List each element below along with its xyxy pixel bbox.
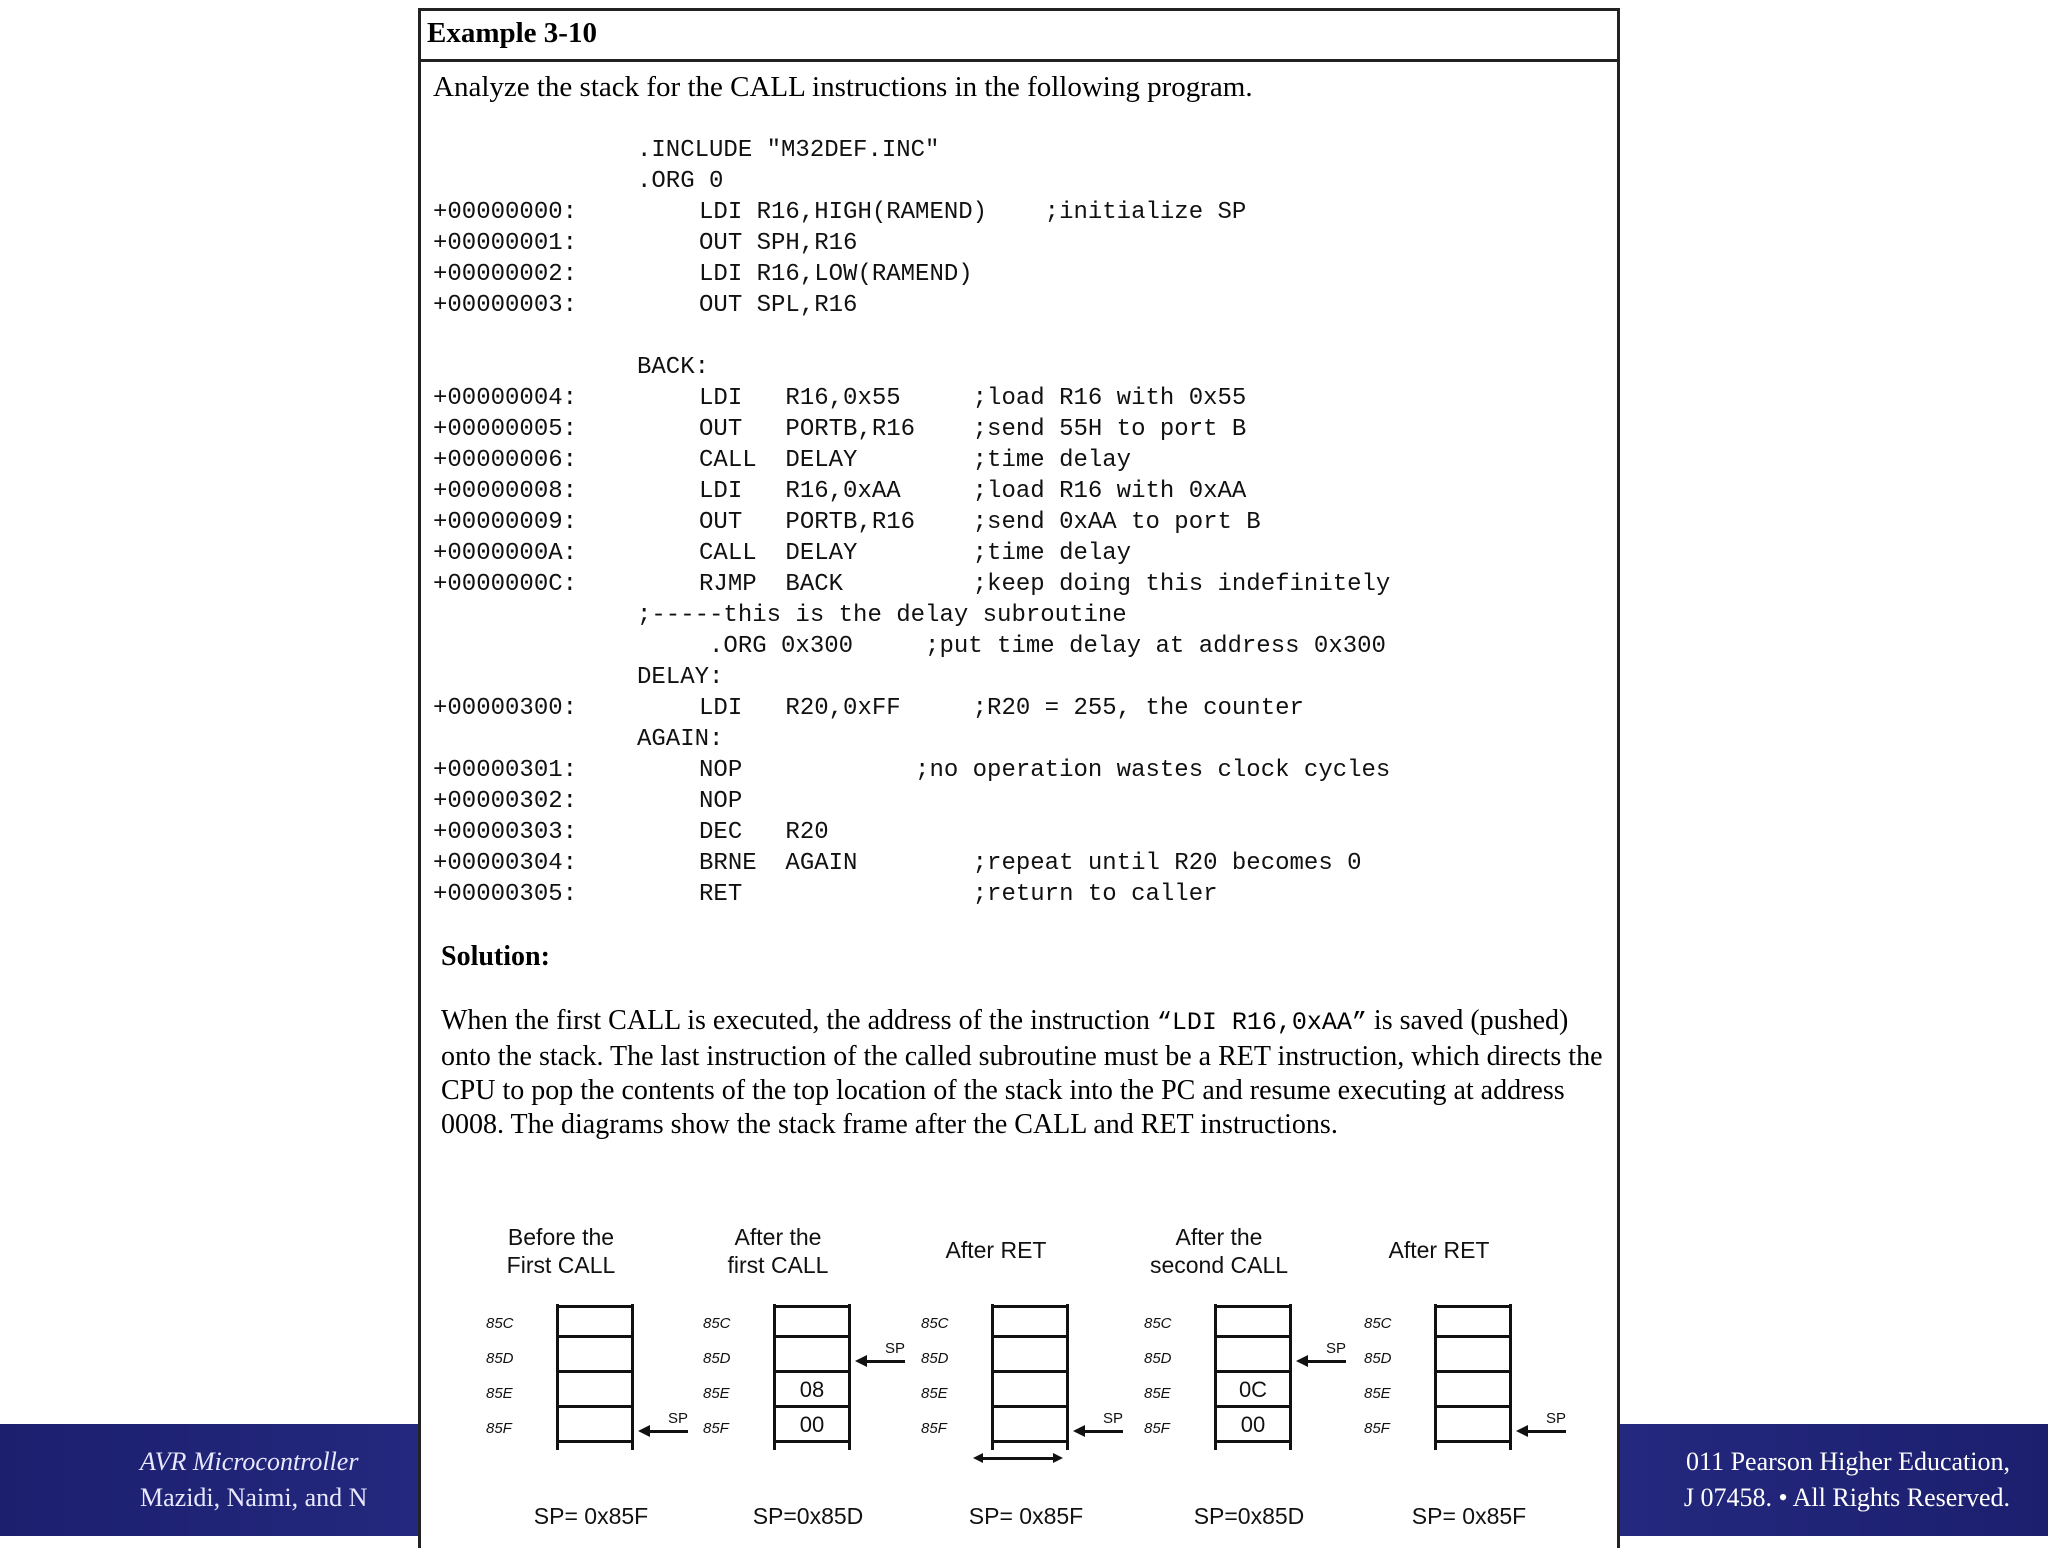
stack-cell bbox=[1214, 1340, 1292, 1373]
stack-diagram-title: After the first CALL bbox=[727, 1224, 829, 1278]
code-address: +00000004: bbox=[433, 385, 578, 412]
solution-text-before: When the first CALL is executed, the address of the instruction bbox=[441, 1005, 1157, 1036]
stack-cell bbox=[1434, 1305, 1512, 1338]
code-line: DELAY: bbox=[637, 664, 724, 691]
solution-label: Solution: bbox=[441, 941, 550, 972]
code-line: AGAIN: bbox=[637, 726, 724, 753]
stack-pointer-arrow bbox=[865, 1360, 905, 1363]
code-address: +00000300: bbox=[433, 695, 578, 722]
code-address: +00000001: bbox=[433, 230, 578, 257]
solution-quoted-instruction: “LDI R16,0xAA” bbox=[1156, 1008, 1367, 1037]
code-line: OUT SPL,R16 bbox=[627, 292, 858, 319]
stack-address-label: 85F bbox=[921, 1420, 947, 1437]
width-dimension-arrow bbox=[981, 1457, 1055, 1460]
code-line: OUT SPH,R16 bbox=[627, 230, 858, 257]
code-line: BACK: bbox=[637, 354, 710, 381]
code-address: +00000003: bbox=[433, 292, 578, 319]
code-line: LDI R16,0xAA ;load R16 with 0xAA bbox=[627, 478, 1247, 505]
footer-copyright-line2: J 07458. • All Rights Reserved. bbox=[1683, 1483, 2010, 1512]
example-document bbox=[418, 8, 1620, 1548]
stack-address-label: 85F bbox=[486, 1420, 512, 1437]
stack-pointer-value: SP= 0x85F bbox=[968, 1503, 1084, 1529]
code-address: +00000008: bbox=[433, 478, 578, 505]
code-line: LDI R20,0xFF ;R20 = 255, the counter bbox=[627, 695, 1304, 722]
stack-pointer-arrow bbox=[1306, 1360, 1346, 1363]
stack-cell bbox=[556, 1305, 634, 1338]
footer-authors: Mazidi, Naimi, and N bbox=[140, 1483, 368, 1512]
stack-cell bbox=[1434, 1340, 1512, 1373]
stack-pointer-value: SP= 0x85F bbox=[1411, 1503, 1527, 1529]
stack-diagram-title: After RET bbox=[945, 1237, 1047, 1263]
solution-text-after: is saved (pushed) onto the stack. The last instruction of the called subroutine must be a RET instruction, which directs the CPU to pop the contents of the top location of the stack into the PC and resume executing at address 0008. The diagrams show the stack frame after the CALL and RET instructions. bbox=[441, 1005, 1603, 1140]
stack-address-label: 85E bbox=[921, 1385, 948, 1402]
example-title-bar bbox=[421, 11, 1617, 62]
stack-pointer-label: SP bbox=[1103, 1410, 1124, 1427]
code-line: LDI R16,HIGH(RAMEND) ;initialize SP bbox=[627, 199, 1247, 226]
code-address: +00000000: bbox=[433, 199, 578, 226]
stack-cell bbox=[773, 1305, 851, 1338]
stack-cell bbox=[991, 1305, 1069, 1338]
stack-pointer-label: SP bbox=[885, 1340, 906, 1357]
stack-diagram-title: After the second CALL bbox=[1149, 1224, 1289, 1278]
stack-cell-value: 00 bbox=[1240, 1412, 1266, 1437]
stack-cell bbox=[773, 1340, 851, 1373]
stack-cell bbox=[556, 1410, 634, 1443]
stack-cell bbox=[1434, 1410, 1512, 1443]
stack-address-label: 85E bbox=[1144, 1385, 1171, 1402]
stack-cell bbox=[556, 1340, 634, 1373]
stack-address-label: 85D bbox=[703, 1350, 731, 1367]
code-address: +00000303: bbox=[433, 819, 578, 846]
code-address: +00000305: bbox=[433, 881, 578, 908]
stack-pointer-arrow bbox=[1083, 1430, 1123, 1433]
code-line: DEC R20 bbox=[627, 819, 829, 846]
stack-address-label: 85D bbox=[486, 1350, 514, 1367]
footer-right-copyright bbox=[1684, 1444, 2010, 1516]
stack-pointer-arrow bbox=[1526, 1430, 1566, 1433]
stack-cell bbox=[1214, 1305, 1292, 1338]
stack-cell bbox=[991, 1340, 1069, 1373]
stack-address-label: 85F bbox=[1364, 1420, 1390, 1437]
code-address: +00000302: bbox=[433, 788, 578, 815]
code-line: OUT PORTB,R16 ;send 55H to port B bbox=[627, 416, 1247, 443]
stack-address-label: 85D bbox=[1144, 1350, 1172, 1367]
stack-cell bbox=[556, 1375, 634, 1408]
stack-pointer-arrow bbox=[648, 1430, 688, 1433]
stack-address-label: 85C bbox=[1364, 1315, 1392, 1332]
example-title: Example 3-10 bbox=[427, 17, 597, 49]
stack-address-label: 85E bbox=[1364, 1385, 1391, 1402]
code-line: .INCLUDE "M32DEF.INC" bbox=[637, 137, 940, 164]
code-line: RET ;return to caller bbox=[627, 881, 1218, 908]
stack-address-label: 85E bbox=[486, 1385, 513, 1402]
code-line: CALL DELAY ;time delay bbox=[627, 540, 1132, 567]
code-line: CALL DELAY ;time delay bbox=[627, 447, 1132, 474]
stack-diagram-title: After RET bbox=[1388, 1237, 1490, 1263]
stack-address-label: 85D bbox=[1364, 1350, 1392, 1367]
stack-diagram-title: Before the First CALL bbox=[506, 1224, 616, 1278]
code-line: .ORG 0x300 ;put time delay at address 0x300 bbox=[637, 633, 1386, 660]
stack-address-label: 85E bbox=[703, 1385, 730, 1402]
code-line: OUT PORTB,R16 ;send 0xAA to port B bbox=[627, 509, 1261, 536]
footer-left-credit bbox=[140, 1444, 367, 1516]
stack-cell-value: 00 bbox=[799, 1412, 825, 1437]
code-line: LDI R16,LOW(RAMEND) bbox=[627, 261, 973, 288]
stack-address-label: 85C bbox=[921, 1315, 949, 1332]
stack-address-label: 85F bbox=[703, 1420, 729, 1437]
code-line: NOP ;no operation wastes clock cycles bbox=[627, 757, 1391, 784]
stack-cell-value: 08 bbox=[799, 1377, 825, 1402]
footer-book-title: AVR Microcontroller bbox=[140, 1447, 359, 1476]
stack-address-label: 85F bbox=[1144, 1420, 1170, 1437]
code-line: LDI R16,0x55 ;load R16 with 0x55 bbox=[627, 385, 1247, 412]
stack-pointer-value: SP=0x85D bbox=[1193, 1503, 1305, 1529]
stack-pointer-value: SP= 0x85F bbox=[533, 1503, 649, 1529]
code-address: +0000000A: bbox=[433, 540, 578, 567]
stack-cell-value: 0C bbox=[1238, 1377, 1268, 1402]
stack-pointer-label: SP bbox=[1326, 1340, 1347, 1357]
code-line: ;-----this is the delay subroutine bbox=[637, 602, 1127, 629]
code-line: NOP bbox=[627, 788, 743, 815]
stack-cell bbox=[991, 1410, 1069, 1443]
code-address: +00000304: bbox=[433, 850, 578, 877]
stack-address-label: 85D bbox=[921, 1350, 949, 1367]
code-address: +00000002: bbox=[433, 261, 578, 288]
stack-address-label: 85C bbox=[703, 1315, 731, 1332]
stack-pointer-label: SP bbox=[668, 1410, 689, 1427]
stack-pointer-label: SP bbox=[1546, 1410, 1567, 1427]
code-address: +00000005: bbox=[433, 416, 578, 443]
code-address: +00000006: bbox=[433, 447, 578, 474]
stack-address-label: 85C bbox=[486, 1315, 514, 1332]
code-line: .ORG 0 bbox=[637, 168, 724, 195]
code-line: RJMP BACK ;keep doing this indefinitely bbox=[627, 571, 1391, 598]
stack-pointer-value: SP=0x85D bbox=[752, 1503, 864, 1529]
example-prompt: Analyze the stack for the CALL instructions in the following program. bbox=[433, 71, 1253, 103]
footer-copyright-line1: 011 Pearson Higher Education, bbox=[1686, 1447, 2010, 1476]
code-line: BRNE AGAIN ;repeat until R20 becomes 0 bbox=[627, 850, 1362, 877]
solution-paragraph bbox=[441, 1004, 1611, 1142]
code-address: +00000301: bbox=[433, 757, 578, 784]
code-address: +00000009: bbox=[433, 509, 578, 536]
stack-cell bbox=[1434, 1375, 1512, 1408]
stack-address-label: 85C bbox=[1144, 1315, 1172, 1332]
code-address: +0000000C: bbox=[433, 571, 578, 598]
stack-cell bbox=[991, 1375, 1069, 1408]
